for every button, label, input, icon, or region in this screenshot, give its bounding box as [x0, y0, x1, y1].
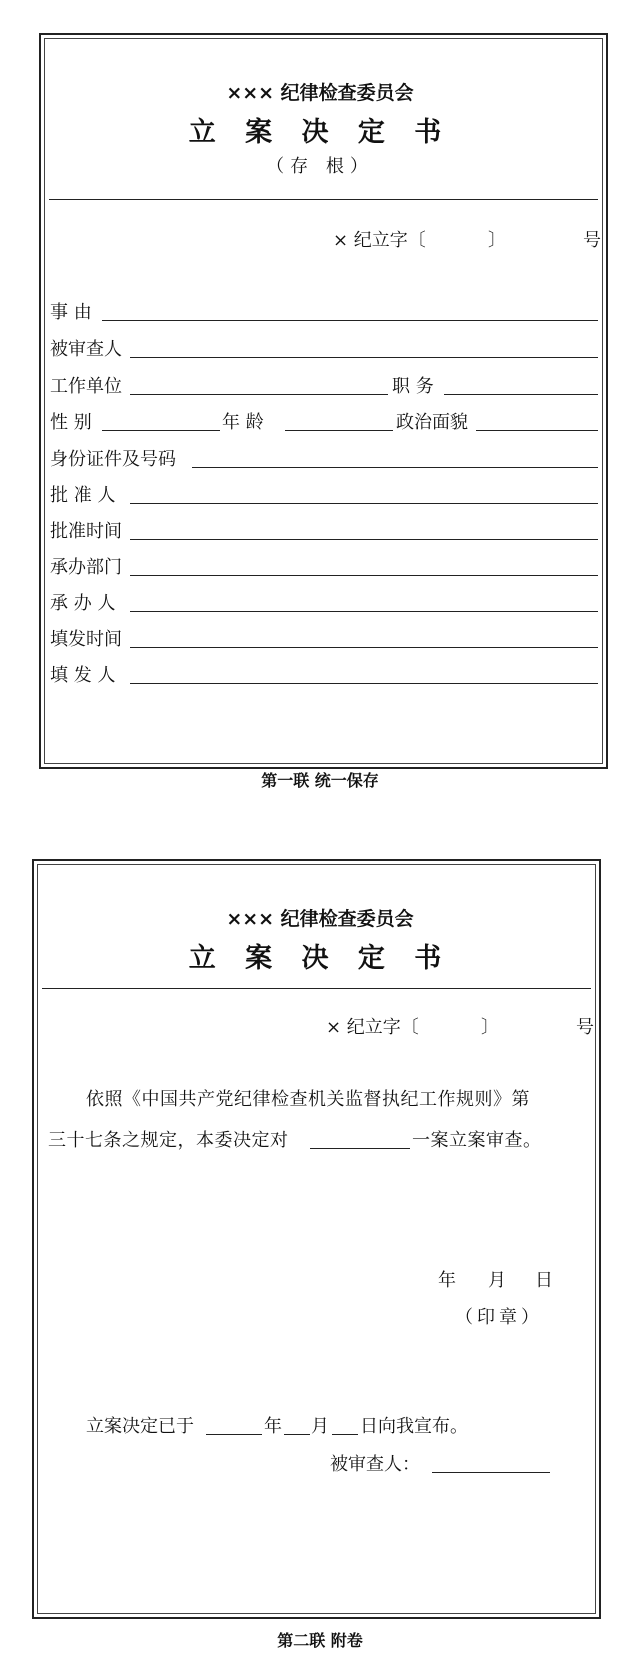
- announce-month-field[interactable]: [284, 1434, 310, 1435]
- stub-politics-field[interactable]: [476, 430, 598, 431]
- stub-issue-time-field[interactable]: [130, 647, 598, 648]
- stub-subject-field[interactable]: [130, 357, 598, 358]
- decision-date-day: 日: [535, 1270, 553, 1291]
- stub-title: 立 案 决 定 书: [188, 117, 452, 148]
- signee-label: 被审查人：: [330, 1454, 420, 1475]
- decision-header-rule: [42, 988, 591, 989]
- decision-date-year: 年: [438, 1270, 456, 1291]
- stub-id-label: 身份证件及号码: [50, 449, 176, 470]
- stub-dept-label: 承办部门: [50, 557, 122, 578]
- stub-docno-close: 〕: [488, 230, 506, 251]
- stub-approve-time-field[interactable]: [130, 539, 598, 540]
- decision-docno-close: 〕: [481, 1017, 499, 1038]
- decision-paragraph-line1: 依照《中国共产党纪律检查机关监督执纪工作规则》第: [86, 1089, 530, 1110]
- stub-subtitle: （存 根）: [266, 156, 374, 177]
- decision-title: 立 案 决 定 书: [188, 943, 452, 974]
- decision-org: ××× 纪律检查委员会: [226, 908, 414, 930]
- stub-id-field[interactable]: [192, 467, 598, 468]
- stub-issuer-field[interactable]: [130, 683, 598, 684]
- stub-issuer-label: 填 发 人: [50, 665, 116, 686]
- decision-subject-field[interactable]: [310, 1148, 410, 1149]
- stub-docno-suffix: 号: [583, 230, 601, 251]
- stub-cause-field[interactable]: [102, 320, 598, 321]
- announce-year-field[interactable]: [206, 1434, 262, 1435]
- decision-caption: 第二联 附卷: [277, 1631, 363, 1650]
- stub-employer-field[interactable]: [130, 394, 388, 395]
- stub-age-field[interactable]: [285, 430, 393, 431]
- stub-position-label: 职 务: [392, 376, 434, 397]
- stub-caption: 第一联 统一保存: [261, 771, 379, 790]
- stub-politics-label: 政治面貌: [396, 412, 468, 433]
- decision-docno-suffix: 号: [576, 1017, 594, 1038]
- decision-docno-prefix: × 纪立字〔: [326, 1017, 419, 1038]
- decision-paragraph-line2b: 一案立案审查。: [412, 1130, 542, 1151]
- announce-year: 年: [264, 1416, 282, 1437]
- stub-approve-time-label: 批准时间: [50, 521, 122, 542]
- stub-gender-field[interactable]: [102, 430, 220, 431]
- stub-gender-label: 性 别: [50, 412, 92, 433]
- stub-handler-label: 承 办 人: [50, 593, 116, 614]
- stub-approver-label: 批 准 人: [50, 485, 116, 506]
- stub-handler-field[interactable]: [130, 611, 598, 612]
- announce-month: 月: [311, 1416, 329, 1437]
- stub-age-label: 年 龄: [222, 412, 264, 433]
- stub-org: ××× 纪律检查委员会: [226, 82, 414, 104]
- announce-prefix: 立案决定已于: [86, 1416, 194, 1437]
- stub-dept-field[interactable]: [130, 575, 598, 576]
- announce-day-field[interactable]: [332, 1434, 358, 1435]
- stub-docno-prefix: × 纪立字〔: [333, 230, 426, 251]
- stub-issue-time-label: 填发时间: [50, 629, 122, 650]
- decision-paragraph-line2a: 三十七条之规定，本委决定对: [48, 1130, 289, 1151]
- stub-position-field[interactable]: [444, 394, 598, 395]
- announce-suffix: 日向我宣布。: [360, 1416, 468, 1437]
- decision-seal: （印章）: [455, 1307, 543, 1328]
- stub-approver-field[interactable]: [130, 503, 598, 504]
- signee-field[interactable]: [432, 1472, 550, 1473]
- decision-date-month: 月: [488, 1270, 506, 1291]
- stub-employer-label: 工作单位: [50, 376, 122, 397]
- stub-subject-label: 被审查人: [50, 339, 122, 360]
- stub-header-rule: [49, 199, 598, 200]
- stub-cause-label: 事 由: [50, 302, 92, 323]
